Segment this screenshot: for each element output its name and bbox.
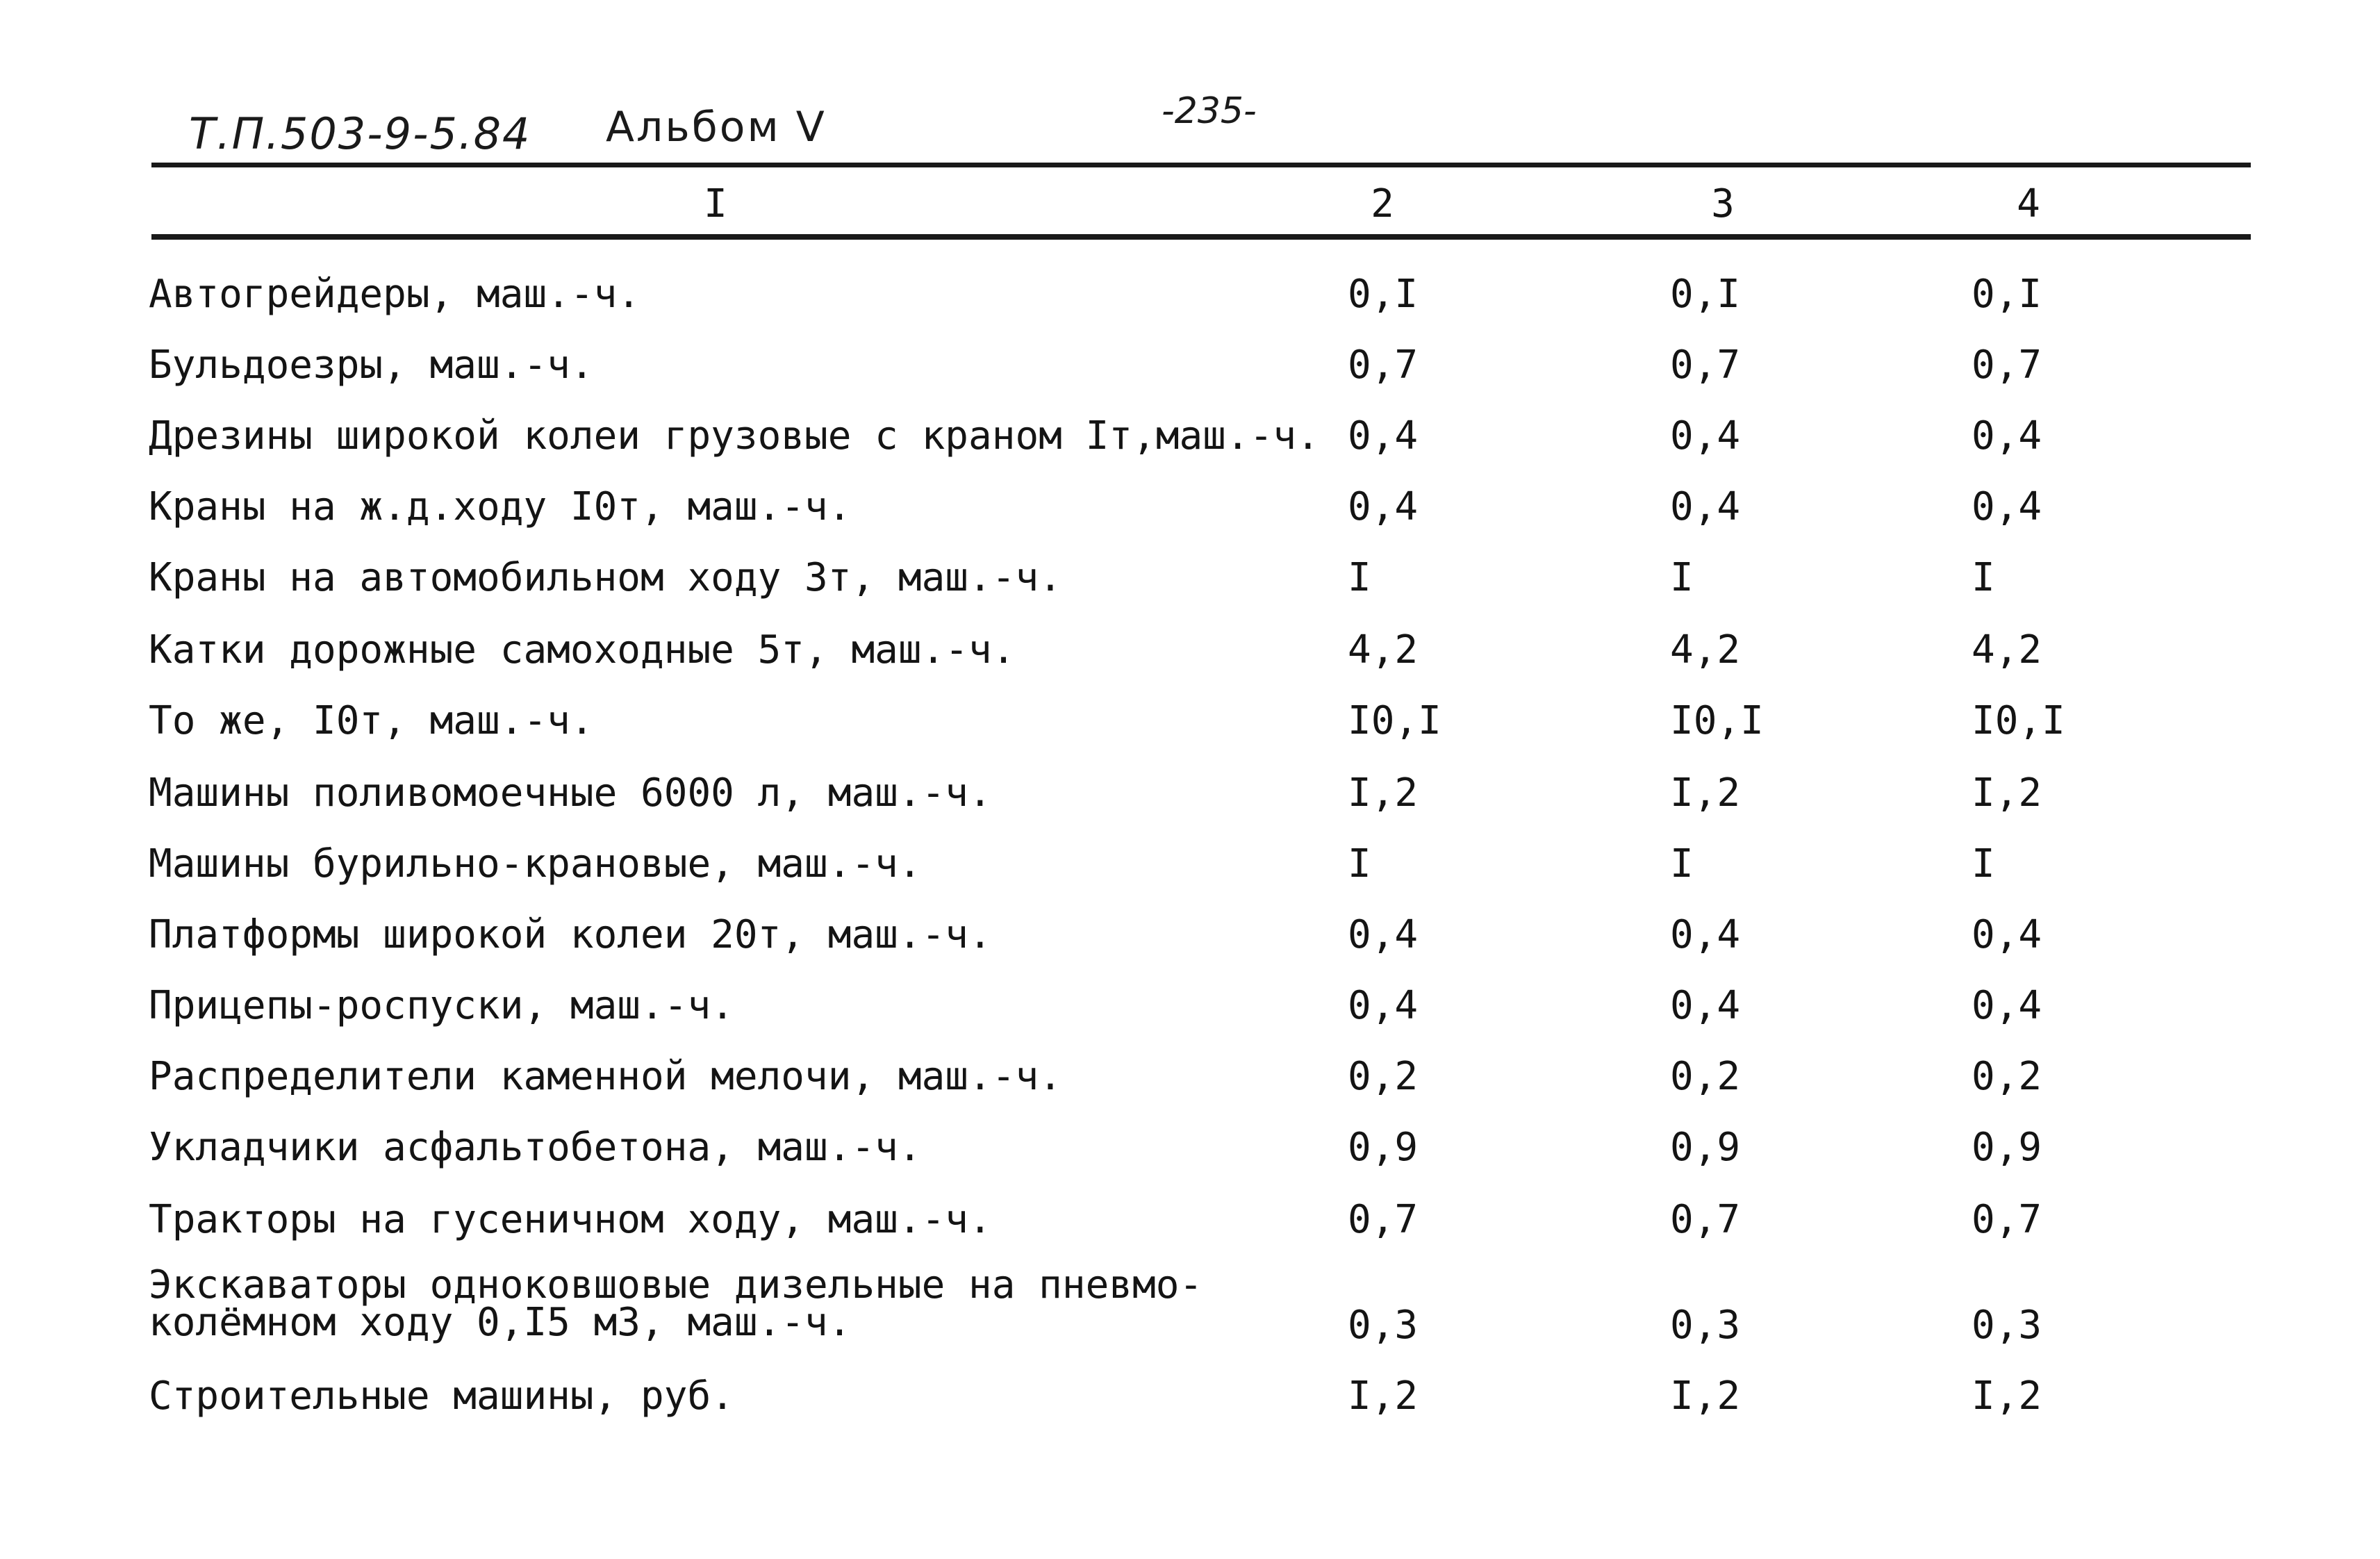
row-label: Бульдоезры, маш.-ч.	[149, 343, 594, 388]
row-label: То же, I0т, маш.-ч.	[149, 698, 594, 743]
row-value-col3: 4,2	[1670, 627, 1741, 673]
document-code: Т.П.503-9-5.84	[189, 108, 531, 159]
row-value-col2: 0,2	[1348, 1054, 1419, 1099]
row-label: Машины бурильно-крановые, маш.-ч.	[149, 841, 922, 886]
row-value-col2: 0,4	[1348, 912, 1419, 957]
row-value-col2: 0,4	[1348, 413, 1419, 459]
row-value-col2: 0,4	[1348, 484, 1419, 529]
row-label: Платформы широкой колеи 20т, маш.-ч.	[149, 912, 992, 957]
row-value-col4: 4,2	[1972, 627, 2042, 673]
table-row	[0, 1125, 2380, 1184]
row-value-col4: I	[1972, 555, 1995, 600]
row-value-col3: 0,7	[1670, 1197, 1741, 1242]
table-row	[0, 484, 2380, 543]
table-row	[0, 627, 2380, 686]
table-row	[0, 343, 2380, 402]
row-value-col3: I0,I	[1670, 698, 1764, 743]
row-value-col4: 0,4	[1972, 912, 2042, 957]
column-header-1: I	[704, 181, 727, 226]
row-label: Прицепы-роспуски, маш.-ч.	[149, 983, 734, 1028]
row-value-col2: I,2	[1348, 1374, 1419, 1419]
row-value-col2: 0,3	[1348, 1303, 1419, 1348]
row-value-col2: I	[1348, 841, 1371, 886]
row-value-col3: 0,3	[1670, 1303, 1741, 1348]
row-label: Автогрейдеры, маш.-ч.	[149, 272, 641, 317]
row-value-col2: I,2	[1348, 770, 1419, 816]
table-row	[0, 841, 2380, 900]
row-value-col3: 0,7	[1670, 343, 1741, 388]
row-value-col4: I,2	[1972, 1374, 2042, 1419]
row-value-col4: 0,9	[1972, 1125, 2042, 1170]
row-value-col3: I	[1670, 841, 1694, 886]
row-value-col2: 0,4	[1348, 983, 1419, 1028]
column-header-2: 2	[1371, 181, 1394, 226]
row-value-col4: 0,3	[1972, 1303, 2042, 1348]
album-title: Альбом V	[606, 103, 827, 151]
row-label-continuation: колёмном ходу 0,I5 м3, маш.-ч.	[149, 1300, 852, 1345]
row-label: Краны на ж.д.ходу I0т, маш.-ч.	[149, 484, 852, 529]
table-row	[0, 413, 2380, 472]
page-number: -235-	[1162, 90, 1257, 132]
row-value-col4: 0,7	[1972, 343, 2042, 388]
table-row	[0, 555, 2380, 614]
row-value-col2: I	[1348, 555, 1371, 600]
row-label: Экскаваторы одноковшовые дизельные на пневмо-	[149, 1262, 1203, 1308]
table-row	[0, 770, 2380, 830]
column-header-3: 3	[1711, 181, 1735, 226]
row-value-col4: 0,4	[1972, 983, 2042, 1028]
row-value-col2: 0,9	[1348, 1125, 1419, 1170]
row-value-col3: 0,9	[1670, 1125, 1741, 1170]
row-value-col4: 0,4	[1972, 413, 2042, 459]
row-value-col2: 4,2	[1348, 627, 1419, 673]
table-row	[0, 1197, 2380, 1256]
row-value-col3: I,2	[1670, 770, 1741, 816]
row-value-col3: 0,4	[1670, 983, 1741, 1028]
row-value-col3: 0,4	[1670, 413, 1741, 459]
table-row	[0, 1374, 2380, 1433]
row-value-col3: 0,4	[1670, 912, 1741, 957]
row-label: Укладчики асфальтобетона, маш.-ч.	[149, 1125, 922, 1170]
table-row	[0, 912, 2380, 971]
row-value-col4: 0,2	[1972, 1054, 2042, 1099]
row-value-col4: I,2	[1972, 770, 2042, 816]
row-value-col4: 0,7	[1972, 1197, 2042, 1242]
row-label: Машины поливомоечные 6000 л, маш.-ч.	[149, 770, 992, 816]
row-value-col3: 0,I	[1670, 272, 1741, 317]
row-value-col2: 0,7	[1348, 1197, 1419, 1242]
row-label: Краны на автомобильном ходу 3т, маш.-ч.	[149, 555, 1062, 600]
row-label: Катки дорожные самоходные 5т, маш.-ч.	[149, 627, 1016, 673]
row-value-col4: I	[1972, 841, 1995, 886]
column-header-4: 4	[2017, 181, 2040, 226]
row-value-col2: I0,I	[1348, 698, 1441, 743]
row-value-col3: 0,2	[1670, 1054, 1741, 1099]
table-row	[0, 1262, 2380, 1348]
table-row	[0, 698, 2380, 757]
row-label: Дрезины широкой колеи грузовые с краном Iт,маш.-ч.	[149, 413, 1320, 459]
row-value-col4: 0,I	[1972, 272, 2042, 317]
row-value-col4: I0,I	[1972, 698, 2065, 743]
row-value-col2: 0,7	[1348, 343, 1419, 388]
row-label: Распределители каменной мелочи, маш.-ч.	[149, 1054, 1062, 1099]
row-value-col3: 0,4	[1670, 484, 1741, 529]
table-row	[0, 1054, 2380, 1113]
row-value-col4: 0,4	[1972, 484, 2042, 529]
table-row	[0, 272, 2380, 331]
table-row	[0, 983, 2380, 1042]
row-label: Тракторы на гусеничном ходу, маш.-ч.	[149, 1197, 992, 1242]
row-value-col3: I	[1670, 555, 1694, 600]
row-value-col2: 0,I	[1348, 272, 1419, 317]
row-value-col3: I,2	[1670, 1374, 1741, 1419]
row-label: Строительные машины, руб.	[149, 1374, 734, 1419]
